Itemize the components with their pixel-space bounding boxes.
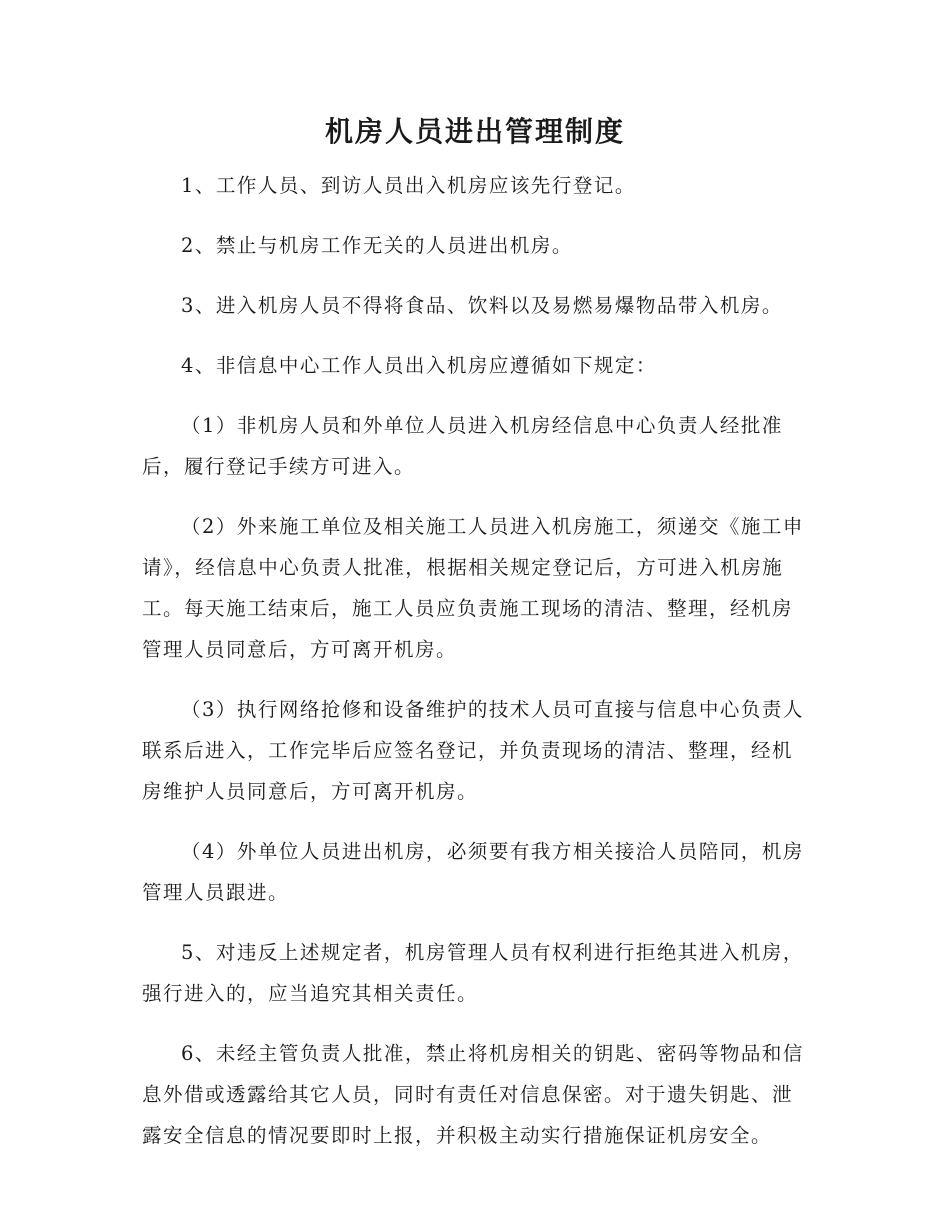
paragraph-rule-1: 1、工作人员、到访人员出入机房应该先行登记。 xyxy=(181,174,636,197)
paragraph-rule-4-4: （4）外单位人员进出机房，必须要有我方相关接洽人员陪同，机房管理人员跟进。 xyxy=(142,840,804,904)
paragraph-rule-2: 2、禁止与机房工作无关的人员进出机房。 xyxy=(181,234,573,257)
paragraph-rule-4-1: （1）非机房人员和外单位人员进入机房经信息中心负责人经批准后，履行登记手续方可进入。 xyxy=(142,414,783,478)
document-body xyxy=(142,165,810,1156)
paragraph-rule-6: 6、未经主管负责人批准，禁止将机房相关的钥匙、密码等物品和信息外借或透露给其它人员，同时有责任对信息保密。对于遗失钥匙、泄露安全信息的情况要即时上报，并积极主动实行措施保证机房安全。 xyxy=(142,1042,804,1147)
paragraph-rule-4-3: （3）执行网络抢修和设备维护的技术人员可直接与信息中心负责人联系后进入，工作完毕后应签名登记，并负责现场的清洁、整理，经机房维护人员同意后，方可离开机房。 xyxy=(142,698,804,803)
paragraph-rule-4-2: （2）外来施工单位及相关施工人员进入机房施工，须递交《施工申请》，经信息中心负责人批准，根据相关规定登记后，方可进入机房施工。每天施工结束后，施工人员应负责施工现场的清洁、整理，经机房管理人员同意后，方可离开机房。 xyxy=(142,515,804,661)
paragraph-rule-4: 4、非信息中心工作人员出入机房应遵循如下规定： xyxy=(181,354,657,377)
paragraph-rule-3: 3、进入机房人员不得将食品、饮料以及易燃易爆物品带入机房。 xyxy=(181,294,783,317)
document-title: 机房人员进出管理制度 xyxy=(324,115,625,148)
paragraph-rule-5: 5、对违反上述规定者，机房管理人员有权利进行拒绝其进入机房，强行进入的，应当追究其相关责任。 xyxy=(142,941,804,1005)
